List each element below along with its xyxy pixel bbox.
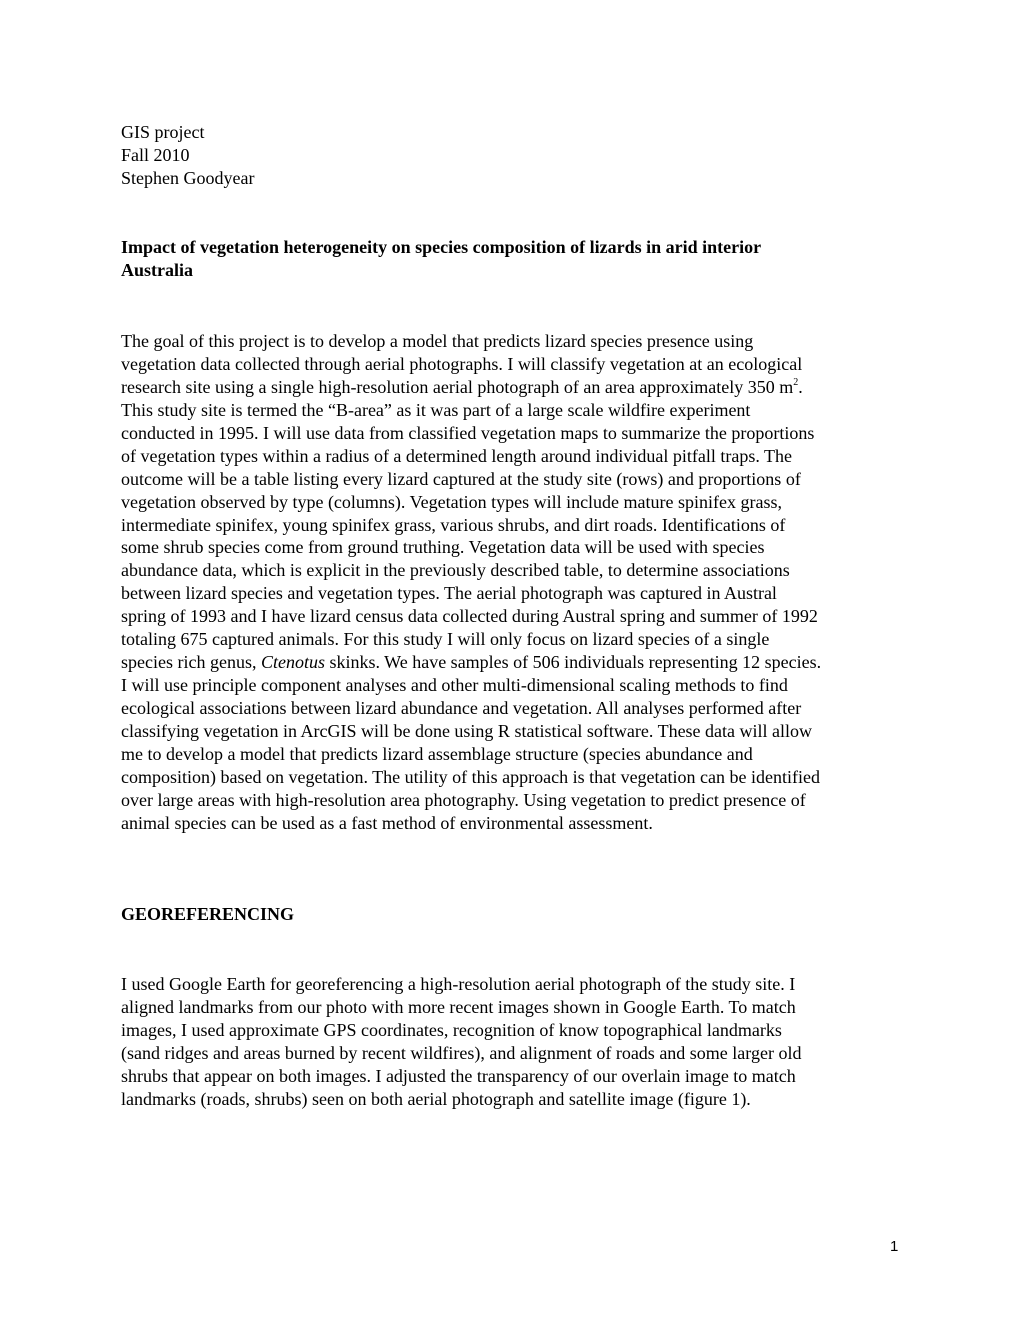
text-span: I used Google Earth for georeferencing a high-resolution aerial photograph of the study site. I xyxy=(121,974,796,994)
italic-genus-name: Ctenotus xyxy=(260,652,325,673)
text-span: spring of 1993 and I have lizard census data collected during Austral spring and summer of 1992 xyxy=(121,606,818,627)
text-span: between lizard species and vegetation types. The aerial photograph was captured in Austral xyxy=(121,583,777,604)
page-number: 1 xyxy=(890,1238,899,1255)
text-span: images, I used approximate GPS coordinates, recognition of know topographical landmarks xyxy=(121,1019,782,1040)
section-heading-georeferencing: GEOREFERENCING xyxy=(121,904,295,924)
text-line xyxy=(121,330,821,353)
text-span: intermediate spinifex, young spinifex grass, various shrubs, and dirt roads. Identifications of xyxy=(121,514,786,535)
text-line xyxy=(121,422,821,445)
text-span: . xyxy=(798,376,803,397)
text-span: outcome will be a table listing every lizard captured at the study site (rows) and proportions of xyxy=(121,468,801,489)
text-line xyxy=(121,1019,801,1042)
georeferencing-paragraph xyxy=(121,973,801,1111)
intro-paragraph xyxy=(121,330,821,835)
text-span: over large areas with high-resolution area photography. Using vegetation to predict presence of xyxy=(121,789,806,810)
text-span: some shrub species come from ground truthing. Vegetation data will be used with species xyxy=(121,537,765,558)
text-span: landmarks (roads, shrubs) seen on both aerial photograph and satellite image (figure 1). xyxy=(121,1088,751,1109)
text-span: composition) based on vegetation. The utility of this approach is that vegetation can be identified xyxy=(121,766,820,787)
text-span: ecological associations between lizard abundance and vegetation. All analyses performed after xyxy=(121,698,802,718)
text-line xyxy=(121,605,821,628)
text-span: species rich genus, xyxy=(121,652,261,673)
text-line xyxy=(121,996,801,1019)
text-span: me to develop a model that predicts lizard assemblage structure (species abundance and xyxy=(121,743,753,764)
text-line xyxy=(121,973,801,996)
text-line xyxy=(121,697,821,720)
text-span: abundance data, which is explicit in the previously described table, to determine associations xyxy=(121,560,790,581)
text-line xyxy=(121,1065,801,1088)
text-line xyxy=(121,468,821,491)
text-span: (sand ridges and areas burned by recent wildfires), and alignment of roads and some larger old xyxy=(121,1042,802,1063)
text-span: totaling 675 captured animals. For this study I will only focus on lizard species of a single xyxy=(121,629,770,650)
text-line xyxy=(121,743,821,766)
text-line xyxy=(121,789,821,812)
text-span: vegetation data collected through aerial photographs. I will classify vegetation at an ecological xyxy=(121,353,803,374)
text-line xyxy=(121,651,821,674)
text-span: shrubs that appear on both images. I adjusted the transparency of our overlain image to match xyxy=(121,1065,796,1086)
text-line xyxy=(121,353,821,376)
text-line xyxy=(121,766,821,789)
text-span: I will use principle component analyses and other multi-dimensional scaling methods to find xyxy=(121,675,788,696)
text-line xyxy=(121,1042,801,1065)
text-span: of vegetation types within a radius of a determined length around individual pitfall traps. The xyxy=(121,445,792,466)
text-span: The goal of this project is to develop a model that predicts lizard species presence using xyxy=(121,331,754,351)
text-line xyxy=(121,536,821,559)
text-line xyxy=(121,376,821,399)
text-line xyxy=(121,812,821,835)
course-title: GIS project xyxy=(121,122,205,142)
text-span: aligned landmarks from our photo with more recent images shown in Google Earth. To match xyxy=(121,996,796,1017)
text-span: animal species can be used as a fast method of environmental assessment. xyxy=(121,812,653,833)
text-line xyxy=(121,559,821,582)
text-line xyxy=(121,445,821,468)
text-line xyxy=(121,491,821,514)
superscript: 2 xyxy=(793,376,799,388)
text-span: vegetation observed by type (columns). Vegetation types will include mature spinifex grass, xyxy=(121,491,783,512)
text-line xyxy=(121,582,821,605)
document-title xyxy=(121,236,761,282)
text-line xyxy=(121,720,821,743)
title-line: Australia xyxy=(121,259,193,280)
text-span: skinks. We have samples of 506 individuals representing 12 species. xyxy=(324,652,822,673)
title-line: Impact of vegetation heterogeneity on species composition of lizards in arid interior xyxy=(121,237,762,257)
text-line xyxy=(121,628,821,651)
text-line xyxy=(121,674,821,697)
text-line xyxy=(121,1088,801,1111)
text-span: research site using a single high-resolution aerial photograph of an area approximately 350 m xyxy=(121,376,794,397)
text-line xyxy=(121,514,821,537)
text-span: classifying vegetation in ArcGIS will be done using R statistical software. These data will allow xyxy=(121,720,813,741)
semester: Fall 2010 xyxy=(121,144,190,165)
text-span: conducted in 1995. I will use data from classified vegetation maps to summarize the proportions xyxy=(121,422,815,443)
text-line xyxy=(121,399,821,422)
document-header xyxy=(121,121,254,190)
author: Stephen Goodyear xyxy=(121,167,255,188)
text-span: This study site is termed the “B-area” as it was part of a large scale wildfire experiment xyxy=(121,399,751,420)
